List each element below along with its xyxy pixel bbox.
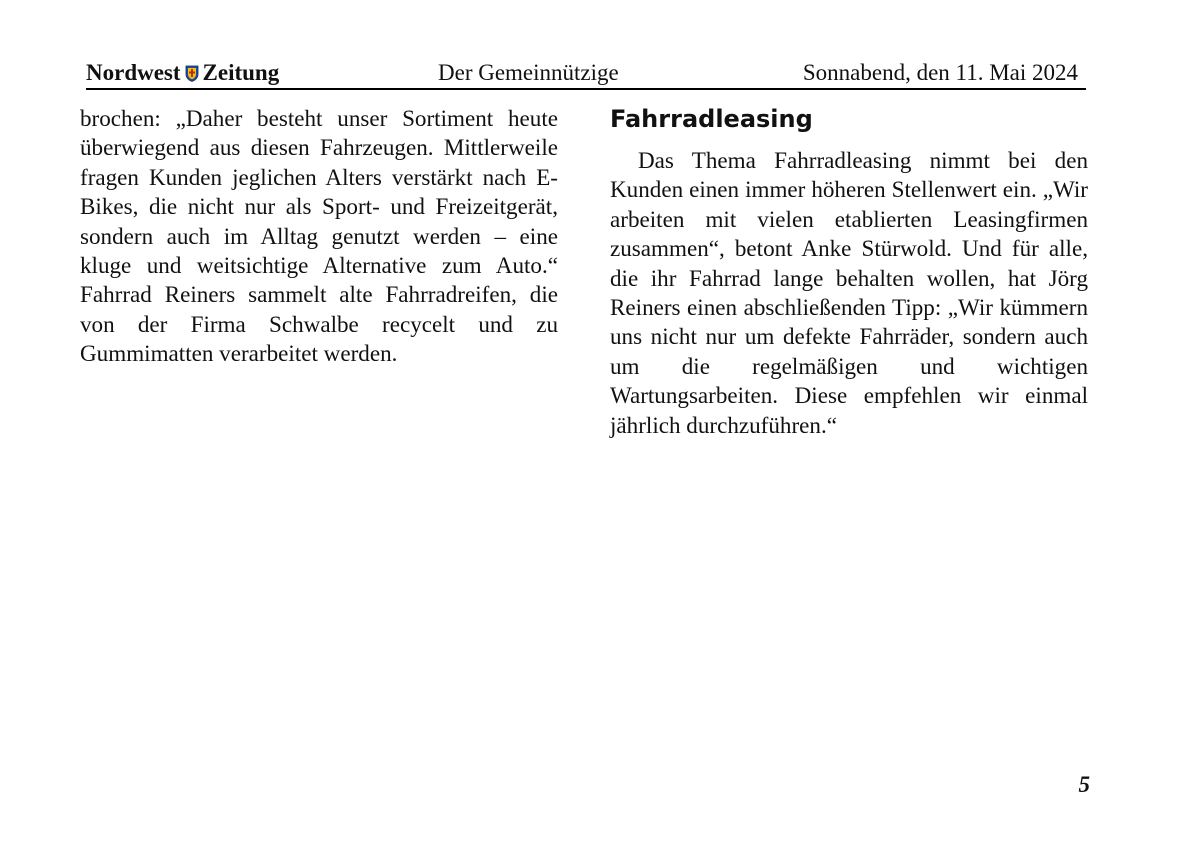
issue-date: Sonnabend, den 11. Mai 2024 bbox=[802, 60, 1078, 85]
article-column-right bbox=[610, 104, 1088, 440]
page-header bbox=[86, 58, 1086, 90]
page-number: 5 bbox=[1078, 772, 1090, 797]
coat-of-arms-icon bbox=[185, 60, 199, 77]
masthead-word-left: Nordwest bbox=[86, 60, 181, 85]
section-heading: Fahrradleasing bbox=[610, 105, 813, 133]
masthead-word-right: Zeitung bbox=[202, 60, 280, 85]
article-paragraph-continued: brochen: „Daher besteht unser Sortiment heute überwiegend aus diesen Fahrzeugen. Mittlerweile fragen Kunden jeglichen Alters verstärkt nach E-Bikes, die nicht nur als Sport- und Freizeitgerät, sondern auch im Alltag genutzt werden – eine kluge und weitsichtige Alternative zum Auto.“ Fahrrad Reiners sammelt alte Fahrradreifen, die von der Firma Schwalbe recycelt und zu Gummimatten verarbeitet werden. bbox=[80, 105, 558, 367]
newspaper-subtitle: Der Gemeinnützige bbox=[438, 60, 619, 85]
article-column-left bbox=[80, 104, 558, 369]
newspaper-masthead bbox=[86, 58, 279, 88]
article-paragraph: Das Thema Fahrradleasing nimmt bei den Kunden einen immer höheren Stellenwert ein. „Wir arbeiten mit vielen etablierten Leasingfirmen zusammen“, betont Anke Stürwold. Und für alle, die ihr Fahrrad lange behalten wollen, hat Jörg Reiners einen abschließenden Tipp: „Wir kümmern uns nicht nur um defekte Fahrräder, sondern auch um die regelmäßigen und wichtigen Wartungsarbeiten. Diese empfehlen wir einmal jährlich durchzuführen.“ bbox=[610, 147, 1088, 438]
